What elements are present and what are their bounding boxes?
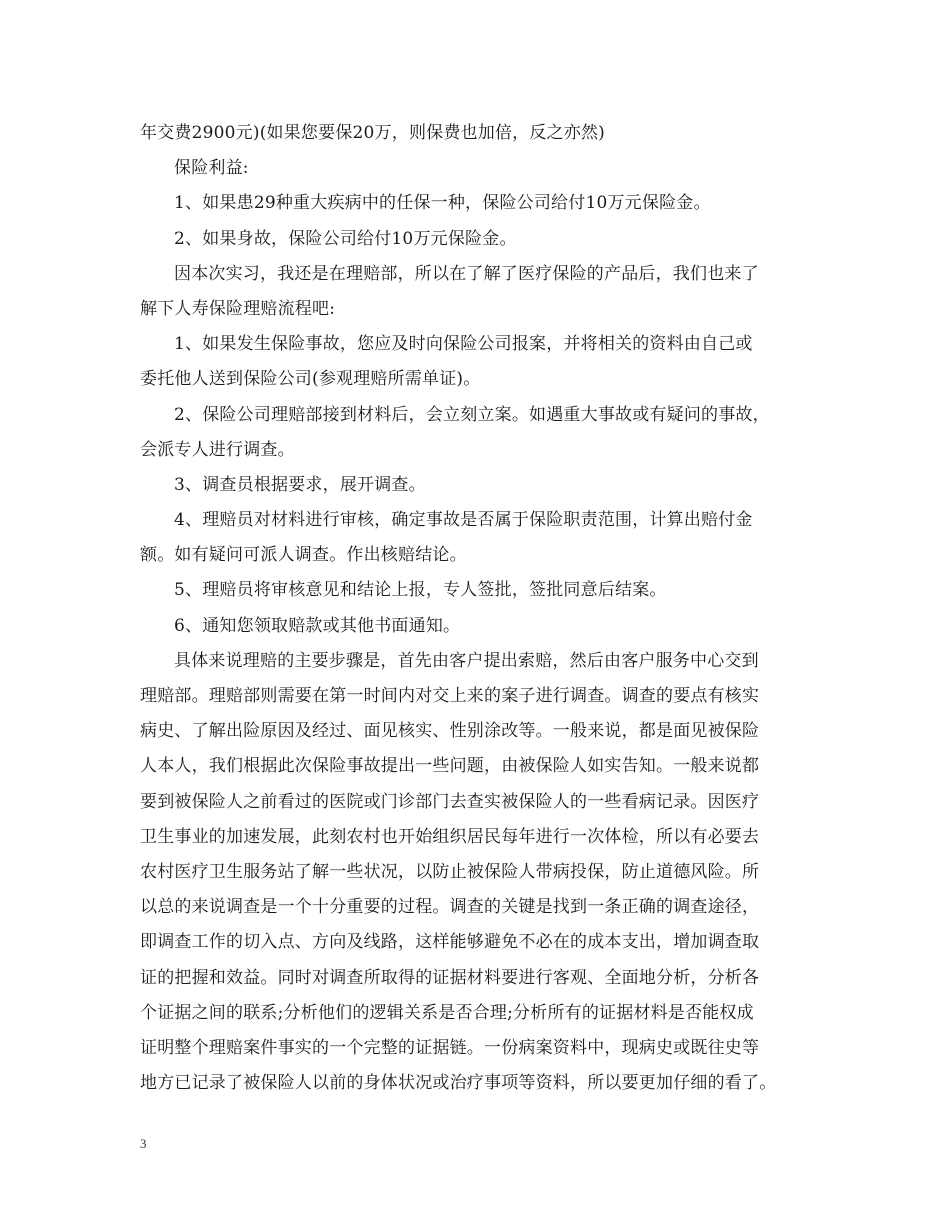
claim-step-6: 6、通知您领取赔款或其他书面通知。	[174, 615, 461, 636]
benefit-item-1: 1、如果患29种重大疾病中的任保一种，保险公司给付10万元保险金。	[174, 193, 711, 214]
paragraph-line: 地方已记录了被保险人以前的身体状况或治疗事项等资料，所以要更加仔细的看了。	[140, 1073, 777, 1094]
claim-step-4: 4、理赔员对材料进行审核，确定事故是否属于保险职责范围，计算出赔付金	[174, 510, 753, 531]
claim-step-5: 5、理赔员将审核意见和结论上报，专人签批，签批同意后结案。	[174, 580, 667, 601]
paragraph-line: 农村医疗卫生服务站了解一些状况，以防止被保险人带病投保，防止道德风险。所	[140, 861, 760, 882]
paragraph-line: 要到被保险人之前看过的医院或门诊部门去查实被保险人的一些看病记录。因医疗	[140, 791, 760, 812]
paragraph-line: 人本人，我们根据此次保险事故提出一些问题，由被保险人如实告知。一般来说都	[140, 756, 760, 777]
claim-step-3: 3、调查员根据要求，展开调查。	[174, 474, 426, 495]
section-heading-insurance-benefits: 保险利益:	[174, 158, 249, 179]
paragraph-line: 以总的来说调查是一个十分重要的过程。调查的关键是找到一条正确的调查途径，	[140, 897, 760, 918]
page-number: 3	[140, 1136, 147, 1151]
claim-step-2-cont: 会派专人进行调查。	[140, 439, 295, 460]
text-line: 年交费2900元)(如果您要保20万，则保费也加倍，反之亦然)	[140, 123, 605, 143]
body-text	[140, 116, 824, 1101]
paragraph-line: 因本次实习，我还是在理赔部，所以在了解了医疗保险的产品后，我们也来了	[174, 263, 759, 284]
benefit-item-2: 2、如果身故，保险公司给付10万元保险金。	[174, 228, 517, 249]
paragraph-line: 卫生事业的加速发展，此刻农村也开始组织居民每年进行一次体检，所以有必要去	[140, 826, 760, 847]
paragraph-line: 个证据之间的联系;分析他们的逻辑关系是否合理;分析所有的证据材料是否能权成	[140, 1002, 754, 1023]
claim-step-1-cont: 委托他人送到保险公司(参观理赔所需单证)。	[140, 369, 481, 390]
claim-step-1: 1、如果发生保险事故，您应及时向保险公司报案，并将相关的资料由自己或	[174, 334, 753, 355]
claim-step-4-cont: 额。如有疑问可派人调查。作出核赔结论。	[140, 545, 467, 566]
paragraph-line: 解下人寿保险理赔流程吧:	[140, 298, 336, 319]
paragraph-line: 证明整个理赔案件事实的一个完整的证据链。一份病案资料中，现病史或既往史等	[140, 1037, 760, 1058]
paragraph-line: 病史、了解出险原因及经过、面见核实、性别涂改等。一般来说，都是面见被保险	[140, 721, 760, 742]
paragraph-line: 理赔部。理赔部则需要在第一时间内对交上来的案子进行调查。调查的要点有核实	[140, 686, 760, 706]
paragraph-line: 即调查工作的切入点、方向及线路，这样能够避免不必在的成本支出，增加调查取	[140, 932, 760, 953]
claim-step-2: 2、保险公司理赔部接到材料后，会立刻立案。如遇重大事故或有疑问的事故，	[174, 404, 770, 425]
paragraph-line: 具体来说理赔的主要步骤是，首先由客户提出索赔，然后由客户服务中心交到	[174, 650, 759, 671]
paragraph-line: 证的把握和效益。同时对调查所取得的证据材料要进行客观、全面地分析，分析各	[140, 967, 760, 988]
